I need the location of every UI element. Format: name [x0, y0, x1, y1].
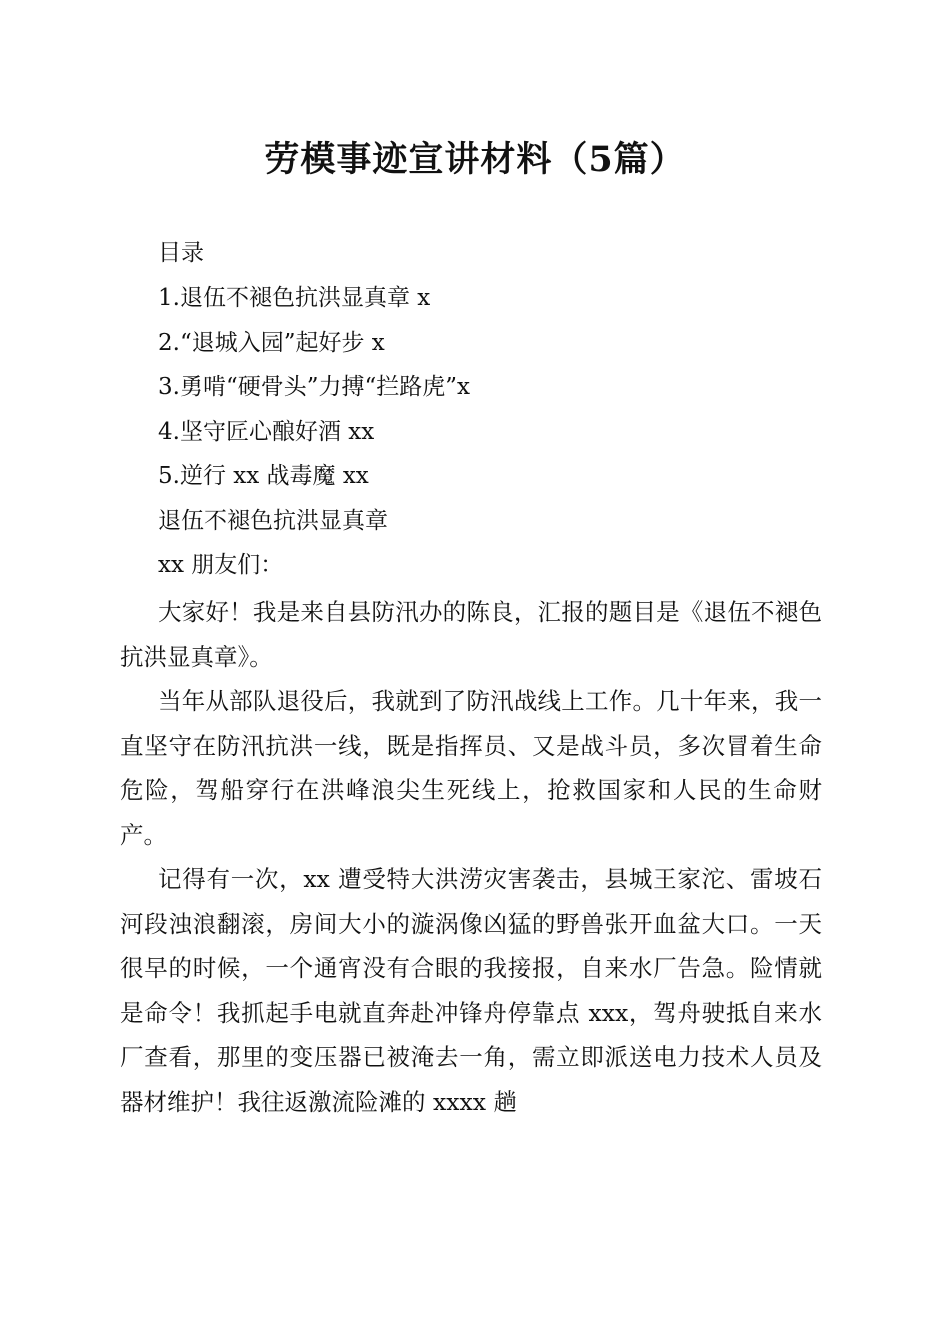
greeting: xx 朋友们：	[158, 552, 284, 578]
toc-item-2: 2.“退城入园”起好步 x	[158, 330, 385, 356]
toc-item-3: 3.勇啃“硬骨头”力搏“拦路虎”x	[158, 374, 470, 400]
paragraph-3: 记得有一次，xx 遭受特大洪涝灾害袭击，县城王家沱、雷坡石河段浊浪翻滚，房间大小的漩涡像凶猛的野兽张开血盆大口。一天很早的时候，一个通宵没有合眼的我接报，自来水厂告急。险情就是命令！我抓起手电就直奔赴冲锋舟停靠点 xxx，驾舟驶抵自来水厂查看，那里的变压器已被淹去一角，需立即派送电力技术人员及器材维护！我往返激流险滩的 xxxx 趟	[120, 865, 822, 1116]
paragraph-1: 大家好！我是来自县防汛办的陈良，汇报的题目是《退伍不褪色抗洪显真章》。	[120, 598, 822, 671]
toc-item-1: 1.退伍不褪色抗洪显真章 x	[158, 285, 431, 311]
toc-heading: 目录	[158, 240, 204, 266]
toc-item-5: 5.逆行 xx 战毒魔 xx	[158, 463, 369, 489]
section-title: 退伍不褪色抗洪显真章	[158, 508, 388, 534]
paragraph-2: 当年从部队退役后，我就到了防汛战线上工作。几十年来，我一直坚守在防汛抗洪一线，既是指挥员、又是战斗员，多次冒着生命危险，驾船穿行在洪峰浪尖生死线上，抢救国家和人民的生命财产。	[120, 687, 822, 849]
toc-item-4: 4.坚守匠心酿好酒 xx	[158, 419, 375, 445]
document-title: 劳模事迹宣讲材料（5篇）	[264, 139, 686, 180]
